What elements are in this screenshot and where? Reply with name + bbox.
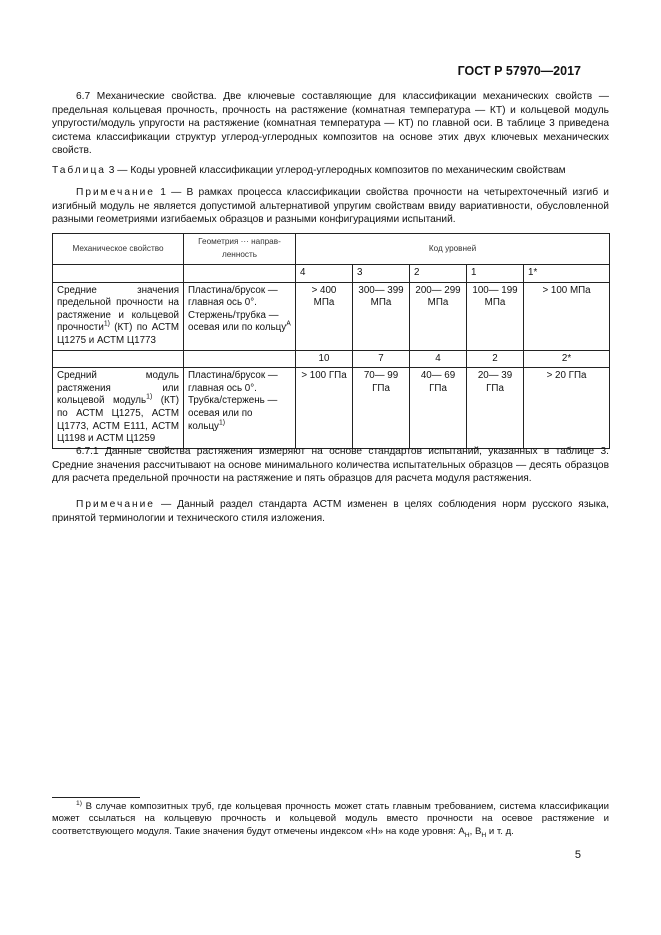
modulus-code: 2: [467, 350, 524, 368]
strength-value: 300— 399 МПа: [353, 282, 410, 350]
document-standard-number: ГОСТ Р 57970—2017: [457, 64, 581, 78]
footnote-ref: 1): [103, 321, 110, 329]
strength-code-row: [53, 265, 610, 283]
note-2-label: Примечание: [76, 499, 155, 510]
strength-code: 4: [296, 265, 353, 283]
footnote-text-mid: , В: [469, 825, 482, 837]
modulus-value: 70— 99 ГПа: [353, 368, 410, 449]
footnote: [52, 801, 609, 838]
strength-code: 3: [353, 265, 410, 283]
strength-code: 1*: [524, 265, 610, 283]
modulus-code: 2*: [524, 350, 610, 368]
modulus-code: 7: [353, 350, 410, 368]
footnote-text-tail: и т. д.: [486, 825, 514, 837]
footnote-divider: [52, 797, 140, 798]
modulus-code-row: [53, 350, 610, 368]
footnote-subscript: Н: [481, 831, 487, 839]
mechanical-properties-table: [52, 233, 610, 449]
modulus-geometry-text: Пластина/брусок — главная ось 0°. Трубка/стержень — осевая или по кольцу: [188, 370, 278, 432]
section-6-7-1-paragraph: 6.7.1 Данные свойства растяжения измеряют на основе стандартов испытаний, указанных в таблице 3. Средние значения рассчитывают на основе минимального количества испытательных образцов — десять образцов для расчета предельной прочности на растяжение и пять образцов для расчета модуля растяжения.: [52, 446, 609, 485]
strength-value: 200— 299 МПа: [410, 282, 467, 350]
strength-geometry-text: Пластина/брусок — главная ось 0°. Стержень/трубка — осевая или по кольцу: [188, 284, 287, 334]
strength-code: 2: [410, 265, 467, 283]
footnote-marker: 1): [76, 799, 82, 807]
note-2-text: — Данный раздел стандарта АСТМ изменен в целях соблюдения норм русского языка, принятой терминологии и технического стиля изложения.: [52, 499, 609, 524]
table-caption: [52, 164, 609, 178]
strength-values-row: [53, 282, 610, 350]
footnote-text: В случае композитных труб, где кольцевая прочность может стать главным требованием, система классификации может ссылаться на кольцевую прочность и кольцевой модуль вместо прочности на осевое растяжение и соответствующего модуля. Такие значения будут отмечены индексом «Н» на коде уровня: А: [52, 801, 609, 837]
modulus-property-text: Средний модуль растяжения или кольцевой модуль: [57, 370, 179, 407]
table-caption-number: 3: [108, 165, 115, 176]
header-geometry: Геометрия ··· направ-ленность: [184, 234, 296, 265]
strength-property-text: Средние значения предельной прочности на растяжение и кольцевой прочности: [57, 284, 179, 334]
table-note-1: [52, 186, 609, 227]
modulus-value: 20— 39 ГПа: [467, 368, 524, 449]
strength-code: 1: [467, 265, 524, 283]
table-caption-label: Таблица: [52, 165, 106, 176]
header-property: Механическое свойство: [53, 234, 184, 265]
strength-value: > 400 МПа: [296, 282, 353, 350]
geometry-note-ref: A: [286, 321, 291, 329]
modulus-geometry-cell: [184, 368, 296, 449]
footnote-ref: 1): [146, 394, 153, 402]
table-caption-text: — Коды уровней классификации углерод-углеродных композитов по механическим свойствам: [114, 165, 566, 176]
strength-value: 100— 199 МПа: [467, 282, 524, 350]
modulus-code: 10: [296, 350, 353, 368]
strength-value: > 100 МПа: [524, 282, 610, 350]
strength-geometry-cell: [184, 282, 296, 350]
strength-property-tail: (КТ) по АСТМ Ц1275 и АСТМ Ц1773: [57, 322, 179, 346]
section-6-7-paragraph: 6.7 Механические свойства. Две ключевые составляющие для классификации механических свойств — предельная кольцевая прочность, прочность на растяжение (комнатная температура — КТ) и кольцевой модуль упругости/модуль упругости на растяжение (комнатная температура — КТ) по главной оси. В таблице 3 приведена система классификации структур углерод-углеродных композитов на основе этих двух ключевых механических свойств.: [52, 91, 609, 157]
page-number: 5: [574, 849, 581, 861]
modulus-property-cell: [53, 368, 184, 449]
footnote-subscript: Н: [464, 831, 470, 839]
modulus-value: > 100 ГПа: [296, 368, 353, 449]
modulus-property-tail: (КТ) по АСТМ Ц1275, АСТМ Ц1773, АСТМ Е111, АСТМ Ц1198 и АСТМ Ц1259: [57, 395, 179, 445]
modulus-value: > 20 ГПа: [524, 368, 610, 449]
modulus-code: 4: [410, 350, 467, 368]
note-1-label: Примечание: [76, 187, 155, 198]
modulus-values-row: [53, 368, 610, 449]
strength-property-cell: [53, 282, 184, 350]
note-2: [52, 498, 609, 525]
table-header-row: [53, 234, 610, 265]
footnote-ref: 1): [218, 419, 226, 427]
note-1-text: 1 — В рамках процесса классификации свойства прочности на четырехточечный изгиб и изгибный модуль не является допустимой альтернативой упругим свойствам ввиду вариативности, обусловленной разными геометриями изгибаемых образцов и разными конфигурациями испытаний.: [52, 187, 609, 226]
modulus-value: 40— 69 ГПа: [410, 368, 467, 449]
header-level-code: Код уровней: [296, 234, 610, 265]
